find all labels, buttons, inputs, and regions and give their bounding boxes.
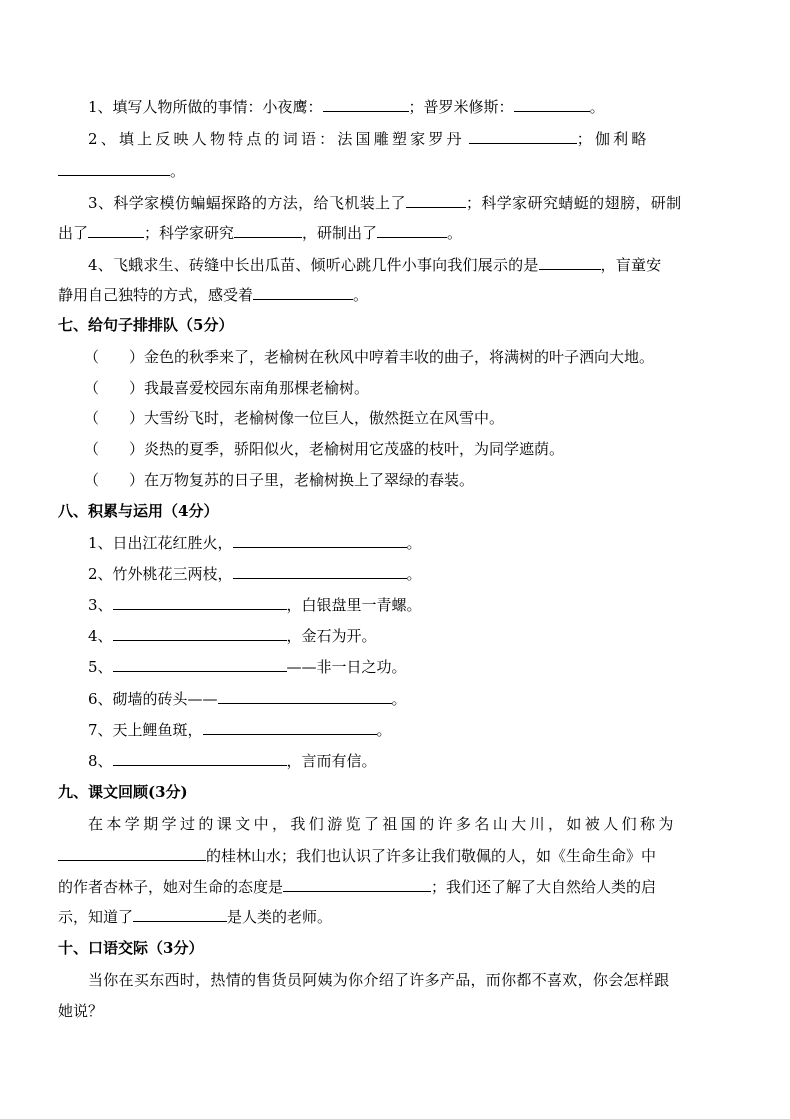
review-text: ；我们还了解了大自然给人类的启 bbox=[431, 878, 657, 896]
answer-blank[interactable] bbox=[323, 96, 409, 112]
section-10-heading: 十、口语交际（3分） bbox=[58, 939, 204, 957]
answer-blank[interactable] bbox=[283, 876, 431, 892]
order-paren[interactable]: （ ） bbox=[84, 409, 145, 427]
answer-blank[interactable] bbox=[113, 750, 287, 766]
poem-text: 3、 bbox=[88, 596, 113, 614]
poem-line bbox=[0, 594, 790, 616]
poem-text: ，言而有信。 bbox=[286, 752, 377, 770]
poem-line bbox=[0, 625, 790, 647]
answer-blank[interactable] bbox=[234, 222, 302, 238]
q3-text-f: 。 bbox=[447, 224, 463, 242]
order-item-text: 大雪纷飞时，老榆树像一位巨人，傲然挺立在风雪中。 bbox=[144, 409, 505, 427]
q2-text-c: 。 bbox=[170, 162, 186, 180]
answer-blank[interactable] bbox=[377, 222, 447, 238]
s6-q3-cont bbox=[0, 222, 790, 244]
q4-text-c: 静用自己独特的方式，感受着 bbox=[58, 286, 254, 304]
poem-line bbox=[0, 688, 790, 710]
answer-blank[interactable] bbox=[113, 625, 287, 641]
order-item bbox=[0, 407, 790, 429]
order-paren[interactable]: （ ） bbox=[84, 348, 145, 366]
answer-blank[interactable] bbox=[203, 719, 377, 735]
s6-q4 bbox=[0, 254, 790, 276]
review-text: 的作者杏林子，她对生命的态度是 bbox=[58, 878, 284, 896]
order-item-text: 在万物复苏的日子里，老榆树换上了翠绿的春装。 bbox=[144, 471, 475, 489]
section-8-heading: 八、积累与运用（4分） bbox=[58, 502, 219, 520]
review-line-2 bbox=[0, 845, 790, 867]
q3-text-e: ，研制出了 bbox=[302, 224, 378, 242]
poem-line bbox=[0, 719, 790, 741]
answer-blank[interactable] bbox=[113, 656, 287, 672]
q1-text-c: 。 bbox=[589, 98, 605, 116]
s6-q4-cont bbox=[0, 284, 790, 306]
poem-text: 2、竹外桃花三两枝， bbox=[88, 565, 233, 583]
answer-blank[interactable] bbox=[514, 96, 590, 112]
poem-text: 。 bbox=[376, 721, 392, 739]
review-line-3 bbox=[0, 876, 790, 898]
answer-blank[interactable] bbox=[113, 594, 287, 610]
poem-text: ——非一日之功。 bbox=[286, 658, 407, 676]
review-line-4 bbox=[0, 906, 790, 928]
s6-q3 bbox=[0, 192, 790, 214]
q2-text-b: ；伽利略 bbox=[576, 130, 650, 148]
order-paren[interactable]: （ ） bbox=[84, 440, 145, 458]
review-text: 是人类的老师。 bbox=[227, 908, 333, 926]
order-paren[interactable]: （ ） bbox=[84, 471, 145, 489]
q3-text-b: ；科学家研究蜻蜓的翅膀，研制 bbox=[465, 194, 682, 212]
poem-text: 。 bbox=[406, 534, 422, 552]
speaking-prompt-line-1: 当你在买东西时，热情的售货员阿姨为你介绍了许多产品，而你都不喜欢，你会怎样跟 bbox=[88, 971, 670, 989]
review-text: 示，知道了 bbox=[58, 908, 134, 926]
review-text: 的桂林山水；我们也认识了许多让我们敬佩的人，如《生命生命》中 bbox=[206, 847, 657, 865]
answer-blank[interactable] bbox=[218, 688, 392, 704]
order-item-text: 金色的秋季来了，老榆树在秋风中哼着丰收的曲子，将满树的叶子洒向大地。 bbox=[144, 348, 655, 366]
q3-text-c: 出了 bbox=[58, 224, 89, 242]
order-paren[interactable]: （ ） bbox=[84, 379, 145, 397]
poem-line bbox=[0, 656, 790, 678]
order-item bbox=[0, 377, 790, 399]
answer-blank[interactable] bbox=[406, 192, 466, 208]
poem-text: 。 bbox=[406, 565, 422, 583]
section-7-heading: 七、给句子排排队（5分） bbox=[58, 316, 234, 334]
review-line-1: 在本学期学过的课文中，我们游览了祖国的许多名山大川，如被人们称为 bbox=[88, 815, 677, 833]
answer-blank[interactable] bbox=[58, 160, 170, 176]
s6-q2 bbox=[0, 128, 790, 150]
poem-text: ，金石为开。 bbox=[286, 627, 377, 645]
poem-line bbox=[0, 532, 790, 554]
answer-blank[interactable] bbox=[58, 845, 206, 861]
q1-text: 1、填写人物所做的事情：小夜鹰： bbox=[88, 98, 323, 116]
q3-text: 3、科学家模仿蝙蝠探路的方法，给飞机装上了 bbox=[88, 194, 406, 212]
q3-text-d: ；科学家研究 bbox=[144, 224, 235, 242]
answer-blank[interactable] bbox=[469, 128, 577, 144]
answer-blank[interactable] bbox=[539, 254, 601, 270]
s6-q1 bbox=[0, 96, 790, 118]
q2-text: 2、填上反映人物特点的词语：法国雕塑家罗丹 bbox=[88, 130, 465, 148]
s6-q2-cont bbox=[0, 160, 790, 182]
order-item bbox=[0, 346, 790, 368]
poem-text: 7、天上鲤鱼斑， bbox=[88, 721, 203, 739]
q1-text-b: ；普罗米修斯： bbox=[408, 98, 514, 116]
poem-text: 6、砌墙的砖头—— bbox=[88, 690, 218, 708]
answer-blank[interactable] bbox=[233, 563, 407, 579]
answer-blank[interactable] bbox=[233, 532, 407, 548]
order-item bbox=[0, 469, 790, 491]
answer-blank[interactable] bbox=[88, 222, 144, 238]
poem-text: ，白银盘里一青螺。 bbox=[286, 596, 422, 614]
answer-blank[interactable] bbox=[253, 284, 353, 300]
section-9-heading: 九、课文回顾(3分) bbox=[58, 783, 188, 801]
poem-text: 5、 bbox=[88, 658, 113, 676]
q4-text-d: 。 bbox=[353, 286, 369, 304]
q4-text-b: ，盲童安 bbox=[600, 256, 662, 274]
order-item-text: 我最喜爱校园东南角那棵老榆树。 bbox=[144, 379, 370, 397]
poem-line bbox=[0, 563, 790, 585]
speaking-prompt-line-2: 她说？ bbox=[58, 1002, 104, 1020]
answer-blank[interactable] bbox=[133, 906, 227, 922]
q4-text: 4、飞蛾求生、砖缝中长出瓜苗、倾听心跳几件小事向我们展示的是 bbox=[88, 256, 539, 274]
poem-text: 1、日出江花红胜火， bbox=[88, 534, 233, 552]
order-item bbox=[0, 438, 790, 460]
poem-text: 4、 bbox=[88, 627, 113, 645]
poem-text: 8、 bbox=[88, 752, 113, 770]
poem-text: 。 bbox=[391, 690, 407, 708]
poem-line bbox=[0, 750, 790, 772]
order-item-text: 炎热的夏季，骄阳似火，老榆树用它茂盛的枝叶，为同学遮荫。 bbox=[144, 440, 565, 458]
